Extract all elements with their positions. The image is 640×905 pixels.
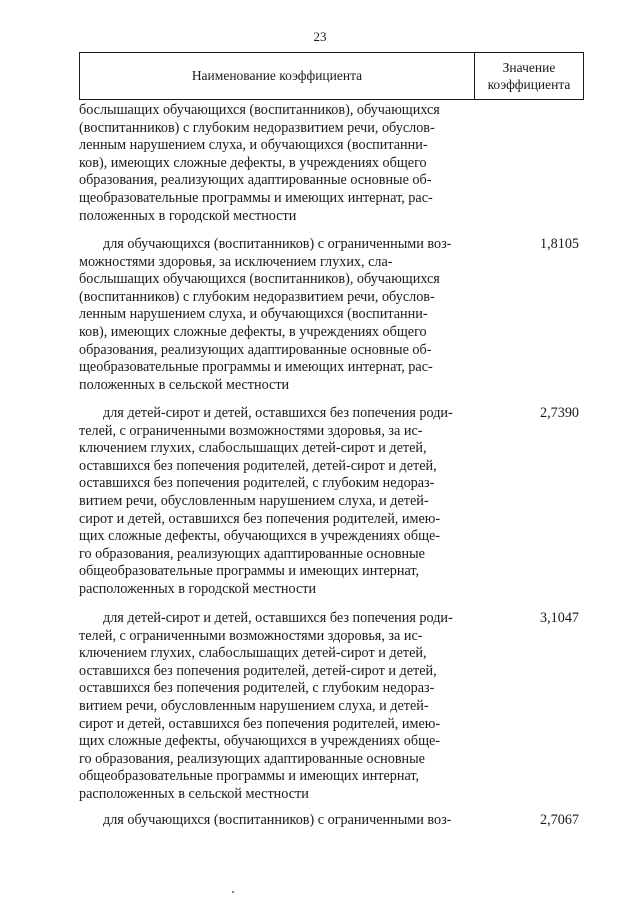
scan-speck — [232, 891, 234, 893]
coefficient-value: 3,1047 — [539, 610, 579, 626]
coefficient-description: для детей-сирот и детей, оставшихся без попечения роди- телей, с ограниченными возможностями здоровья, за ис- ключением глухих, слабослышащих детей-сирот и детей, оставшихся без попечения родителей, детей-сирот и детей, оставшихся без попечения родителей, с глубоким недораз- витием речи, обусловленным нарушением слуха, и детей- сирот и детей, оставшихся без попечения родителей, имею- щих сложные дефекты, обучающихся в учреждениях обще- го образования, реализующих адаптированные основные общеобразовательные программы и имеющих интернат, расположенных в городской местности — [79, 405, 453, 597]
table-row — [79, 405, 584, 599]
column-header-value — [475, 53, 583, 99]
table-row — [79, 236, 584, 394]
coefficient-description: бослышащих обучающихся (воспитанников), обучающихся (воспитанников) с глубоким недоразвитием речи, обуслов- ленным нарушением слуха, и обучающихся (воспитанни- ков), имеющих сложные дефекты, в учреждениях общего образования, реализующих адаптированные основные об- щеобразовательные программы и имеющих интернат, рас- положенных в городской местности — [79, 102, 440, 224]
table-row — [79, 812, 584, 830]
page-number: 23 — [313, 29, 327, 44]
coefficient-value: 1,8105 — [539, 236, 579, 252]
table-row — [79, 610, 584, 804]
coefficient-value: 2,7067 — [539, 812, 579, 828]
column-header-value-line2: коэффициента — [487, 77, 571, 92]
coefficient-description: для обучающихся (воспитанников) с ограниченными воз- можностями здоровья, за исключением глухих, сла- бослышащих обучающихся (воспитанников), обучающихся (воспитанников) с глубоким недоразвитием речи, обуслов- ленным нарушением слуха, и обучающихся (воспитанни- ков), имеющих сложные дефекты, в учреждениях общего образования, реализующих адаптированные основные об- щеобразовательные программы и имеющих интернат, рас- положенных в сельской местности — [79, 236, 452, 393]
coefficient-value: 2,7390 — [539, 405, 579, 421]
column-header-name: Наименование коэффициента — [191, 68, 363, 83]
column-header-value-line1: Значение — [502, 60, 556, 75]
table-header — [79, 52, 584, 100]
table-row — [79, 102, 584, 225]
coefficient-description: для обучающихся (воспитанников) с ограниченными воз- — [103, 812, 452, 828]
coefficient-description: для детей-сирот и детей, оставшихся без попечения роди- телей, с ограниченными возможностями здоровья, за ис- ключением глухих, слабослышащих детей-сирот и детей, оставшихся без попечения родителей, детей-сирот и детей, оставшихся без попечения родителей, с глубоким недораз- витием речи, обусловленным нарушением слуха, и детей- сирот и детей, оставшихся без попечения родителей, имею- щих сложные дефекты, обучающихся в учреждениях обще- го образования, реализующих адаптированные основные общеобразовательные программы и имеющих интернат, расположенных в сельской местности — [79, 610, 453, 802]
